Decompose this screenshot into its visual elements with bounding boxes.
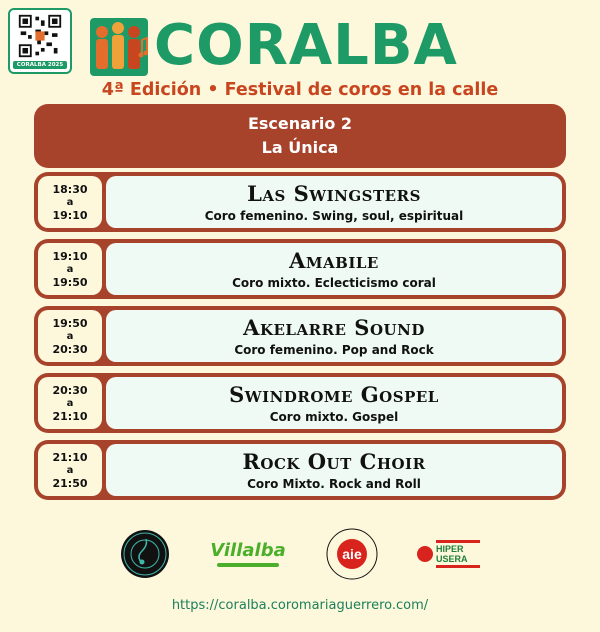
qr-code[interactable]: [8, 8, 72, 74]
schedule-slot: [34, 440, 566, 500]
slot-time: [38, 444, 102, 496]
slot-start: 20:30: [52, 383, 88, 397]
slot-details: [106, 243, 562, 295]
slot-details: [106, 176, 562, 228]
slot-end: 19:50: [52, 275, 88, 289]
villalba-logo: Villalba: [209, 541, 287, 567]
slot-details: [106, 310, 562, 362]
stage-header: [34, 104, 566, 168]
schedule-slot: [34, 172, 566, 232]
choir-name: Amabile: [289, 248, 379, 273]
choir-description: Coro mixto. Eclecticismo coral: [232, 276, 436, 290]
slot-separator: a: [66, 196, 74, 208]
sponsor-logos: [120, 528, 480, 580]
schedule-slot: [34, 306, 566, 366]
slot-time: [38, 176, 102, 228]
schedule-slot: [34, 373, 566, 433]
stage-venue: La Única: [261, 138, 339, 157]
slot-time: [38, 377, 102, 429]
qr-icon: [15, 13, 65, 59]
aie-logo: [326, 528, 378, 580]
hiper-usera-logo: HIPER USERA: [417, 540, 480, 568]
slot-details: [106, 377, 562, 429]
slot-time: [38, 310, 102, 362]
choir-description: Coro femenino. Pop and Rock: [234, 343, 434, 357]
slot-start: 18:30: [52, 182, 88, 196]
qr-caption: CORALBA 2025: [13, 61, 67, 69]
choir-name: Las Swingsters: [247, 181, 421, 206]
choir-name: Swindrome Gospel: [229, 382, 439, 407]
slot-details: [106, 444, 562, 496]
slot-end: 21:10: [52, 409, 88, 423]
choir-singers-icon: [90, 14, 148, 78]
choir-name: Rock Out Choir: [242, 449, 426, 474]
slot-start: 19:10: [52, 249, 88, 263]
choir-name: Akelarre Sound: [243, 315, 425, 340]
svg-text:aie: aie: [342, 546, 362, 562]
festival-website-link[interactable]: https://coralba.coromariaguerrero.com/: [171, 598, 429, 613]
choir-description: Coro Mixto. Rock and Roll: [247, 477, 421, 491]
slot-separator: a: [66, 330, 74, 342]
slot-separator: a: [66, 464, 74, 476]
slot-separator: a: [66, 263, 74, 275]
stage-name: Escenario 2: [247, 114, 353, 133]
festival-subtitle: 4ª Edición • Festival de coros en la calle: [101, 80, 499, 100]
slot-separator: a: [66, 397, 74, 409]
festival-title: CORALBA: [154, 13, 458, 78]
choir-seal-logo: [120, 529, 170, 579]
slot-end: 19:10: [52, 208, 88, 222]
festival-logo: [90, 10, 520, 82]
slot-end: 21:50: [52, 476, 88, 490]
slot-end: 20:30: [52, 342, 88, 356]
slot-start: 21:10: [52, 450, 88, 464]
slot-start: 19:50: [52, 316, 88, 330]
choir-description: Coro femenino. Swing, soul, espiritual: [204, 209, 464, 223]
schedule-slot: [34, 239, 566, 299]
slot-time: [38, 243, 102, 295]
choir-description: Coro mixto. Gospel: [269, 410, 399, 424]
